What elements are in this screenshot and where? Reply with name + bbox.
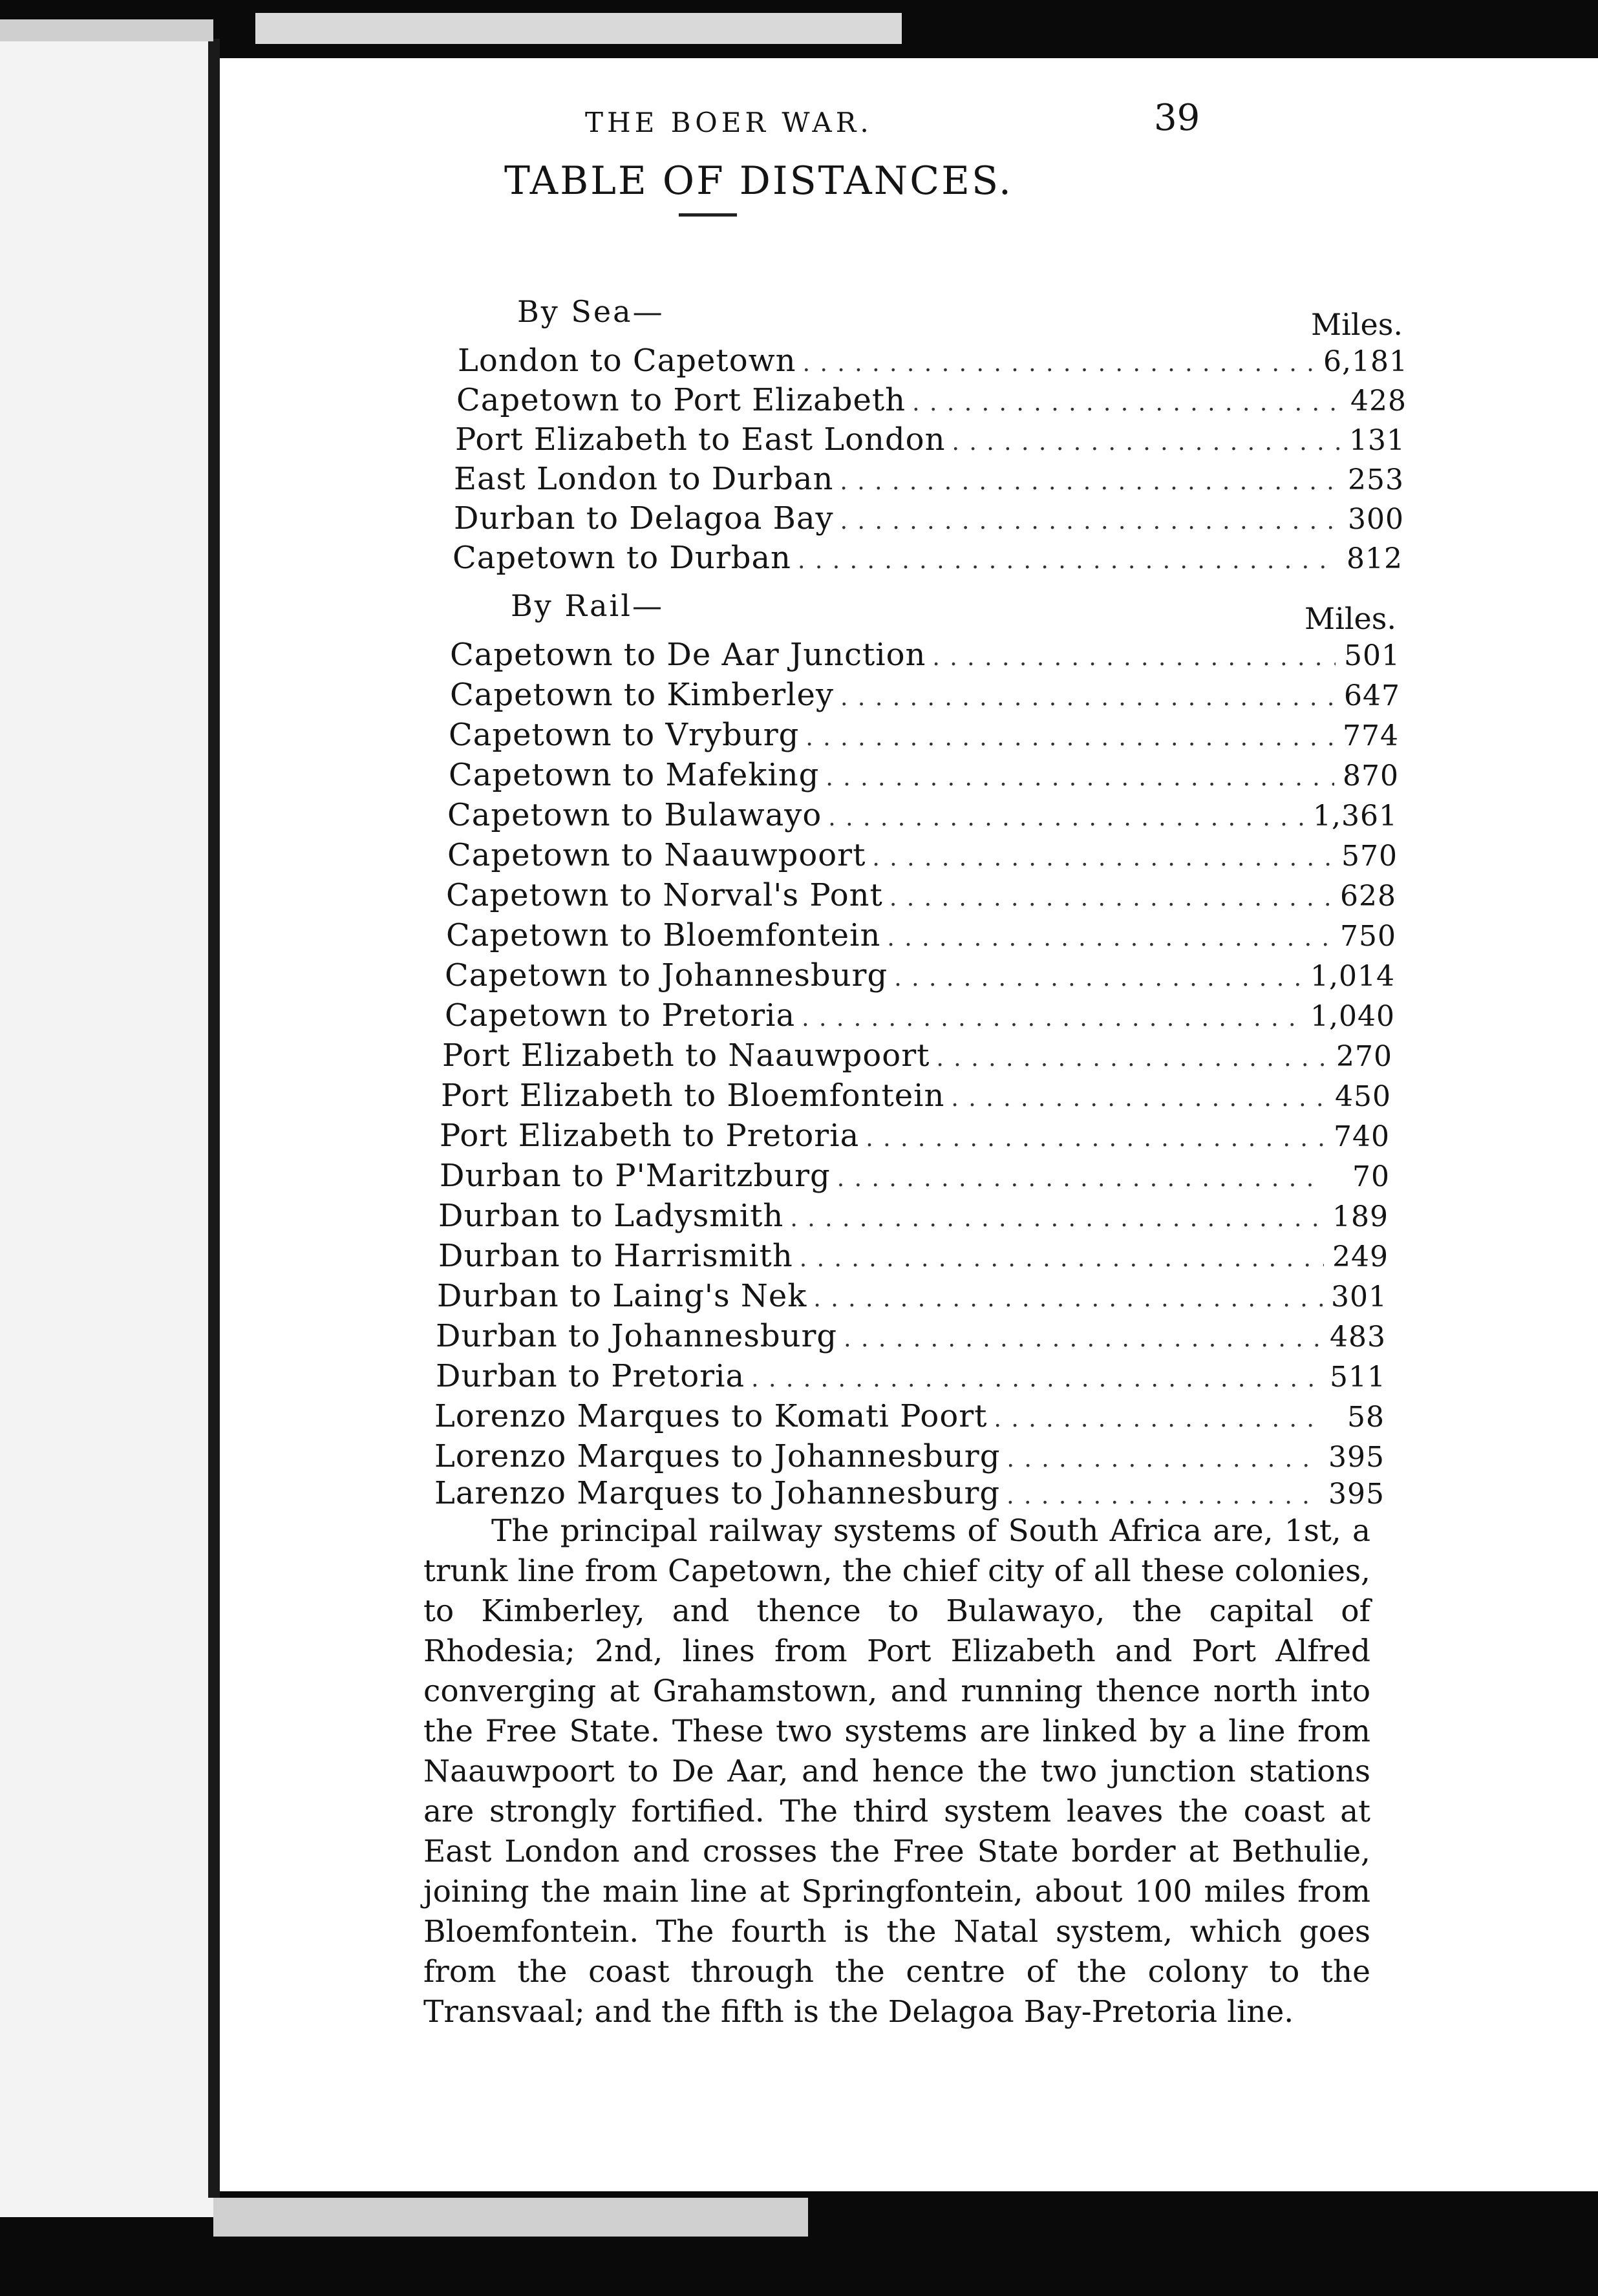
scan-edge-bottom [213,2198,808,2237]
scan-edge-top-left [0,19,213,41]
table-row: Capetown to Vryburg . . . 774 [449,717,1399,756]
book-gutter [208,39,220,2198]
rail-miles-label: Miles. [1305,601,1396,636]
table-row: Durban to Ladysmith . . . 189 [438,1198,1389,1237]
sea-miles-label: Miles. [1311,307,1403,342]
table-row: East London to Durban . . . 253 [454,461,1404,500]
table-row: Capetown to Pretoria . . . 1,040 [445,997,1395,1036]
table-row: Durban to Delagoa Bay . . . 300 [454,500,1404,539]
sea-heading: By Sea— [517,294,665,329]
table-row: Capetown to Bulawayo . . . 1,361 [447,797,1398,836]
table-row: Lorenzo Marques to Johannesburg . . . 395 [434,1438,1385,1477]
table-row: Lorenzo Marques to Komati Poort . . . 58 [434,1398,1385,1437]
table-row: Port Elizabeth to Bloemfontein . . . 450 [441,1078,1391,1116]
table-row: London to Capetown . . . 6,181 [458,343,1408,381]
table-row: Durban to Laing's Nek . . . 301 [437,1278,1387,1317]
table-row: Capetown to Port Elizabeth . . . 428 [456,382,1407,421]
table-row: Port Elizabeth to Naauwpoort . . . 270 [442,1037,1392,1076]
page-number: 39 [1154,97,1200,139]
table-row: Capetown to Mafeking . . . 870 [449,757,1399,796]
table-row: Port Elizabeth to Pretoria . . . 740 [440,1118,1390,1156]
table-row: Capetown to Norval's Pont . . . 628 [446,877,1396,916]
table-row: Durban to Pretoria . . . 511 [436,1358,1386,1397]
table-row: Capetown to Johannesburg . . . 1,014 [445,957,1395,996]
scan-edge-top [255,13,902,44]
table-row: Capetown to Durban . . . 812 [453,540,1403,579]
table-row: Capetown to De Aar Junction . . . 501 [450,637,1400,675]
table-title: TABLE OF DISTANCES. [504,158,1013,204]
table-row: Capetown to Kimberley . . . 647 [450,677,1400,716]
table-row: Larenzo Marques to Johannesburg . . . 395 [434,1475,1385,1514]
facing-page-margin [0,39,213,2217]
table-row: Durban to P'Maritzburg . . . 70 [440,1158,1390,1196]
running-head: THE BOER WAR. [585,107,873,138]
body-paragraph: The principal railway systems of South Africa are, 1st, a trunk line from Capetown, the chief city of all these colonies, to Kimberley, and thence to Bulawayo, the capital of Rhodesia; 2nd, lines from Port Elizabeth and Port Alfred converging at Grahamstown, and running thence north into the Free State. These two systems are linked by a line from Naauwpoort to De Aar, and hence the two junction stations are strongly fortified. The third system leaves the coast at East London and crosses the Free State border at Bethulie, joining the main line at Springfontein, about 100 miles from Bloemfontein. The fourth is the Natal system, which goes from the coast through the centre of the colony to the Transvaal; and the fifth is the Delagoa Bay-Pretoria line. [423,1513,1370,2030]
rail-heading: By Rail— [511,588,664,623]
table-row: Capetown to Naauwpoort . . . 570 [447,837,1398,876]
title-rule [679,213,737,217]
table-row: Capetown to Bloemfontein . . . 750 [446,917,1396,956]
table-row: Port Elizabeth to East London . . . 131 [455,421,1405,460]
table-row: Durban to Johannesburg . . . 483 [436,1318,1386,1357]
table-row: Durban to Harrismith . . . 249 [438,1238,1389,1277]
